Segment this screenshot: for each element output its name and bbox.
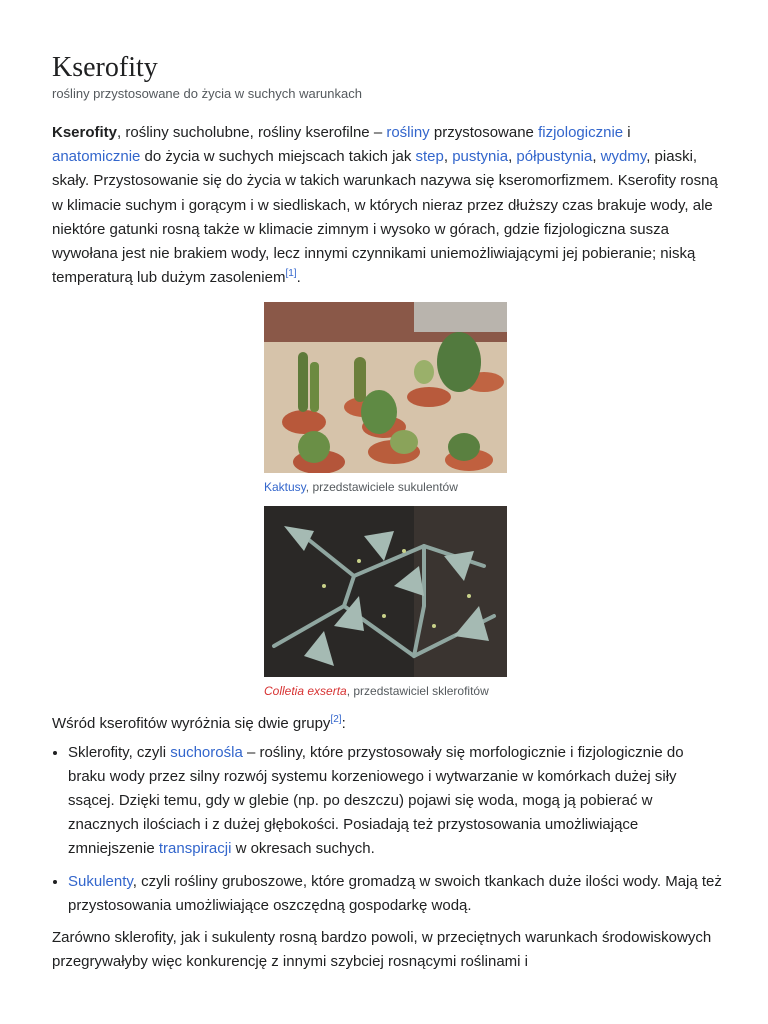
link-anatomicznie[interactable]: anatomicznie [52, 148, 141, 166]
colletia-photo[interactable] [264, 506, 507, 677]
intro-text: , rośliny sucholubne, rośliny kserofilne – [117, 124, 387, 141]
figure-caption [264, 479, 722, 495]
link-rosliny[interactable]: rośliny [386, 124, 430, 141]
link-fizjologicznie[interactable]: fizjologicznie [538, 124, 624, 141]
intro-text: przystosowane [429, 124, 539, 141]
groups-text: Wśród kserofitów wyróżnia się dwie grupy [52, 715, 331, 733]
link-suchorosla[interactable]: suchorośla [170, 743, 243, 761]
groups-paragraph [52, 712, 722, 736]
link-polpustynia[interactable]: półpustynia [516, 148, 593, 166]
reference-1[interactable]: [1] [285, 268, 297, 280]
groups-list [52, 741, 722, 918]
list-item-sukulenty [68, 870, 722, 918]
groups-end: : [341, 715, 346, 733]
intro-text: do życia w suchych miejscach takich jak [140, 148, 416, 166]
cacti-photo[interactable] [264, 302, 507, 473]
intro-end: . [296, 269, 301, 287]
figure-colletia [52, 506, 722, 699]
list-item-sklerofity [68, 741, 722, 862]
link-pustynia[interactable]: pustynia [452, 148, 509, 166]
page-subtitle: rośliny przystosowane do życia w suchych warunkach [52, 86, 362, 101]
intro-text: , piaski, skały. Przystosowanie się do życia w takich warunkach nazywa się kseromorfizmem. Kserofity rosną w klimacie suchym i gorącym i w siedliskach, w których nieraz przez dłuższy czas brakuje wody, ale niektóre gatunki rosną także w klimacie zimnym i wysoko w górach, gdzie fizjologiczna susza wywołana jest nie brakiem wody, lecz innymi czynnikami uniemożliwiającymi jej pobieranie; niską temperaturą lub dużym zasoleniem [52, 148, 718, 287]
link-kaktusy[interactable]: Kaktusy [264, 480, 306, 495]
item-text: , czyli rośliny gruboszowe, które gromadzą w swoich tkankach duże ilości wody. Mają też przystosowania umożliwiające oszczędną gospodarkę wodą. [68, 872, 722, 914]
link-wydmy[interactable]: wydmy [600, 148, 647, 166]
figure-cacti [52, 302, 722, 495]
separator: , [592, 148, 601, 166]
caption-text: , przedstawiciele sukulentów [305, 480, 458, 495]
page-title: Kserofity [52, 52, 158, 83]
closing-paragraph: Zarówno sklerofity, jak i sukulenty rosną bardzo powoli, w przeciętnych warunkach środowiskowych przegrywałyby więc konkurencję z innymi szybciej rosnącymi roślinami i [52, 929, 712, 971]
item-text: w okresach suchych. [231, 840, 375, 858]
link-colletia-exserta[interactable]: Colletia exserta [264, 684, 347, 699]
intro-text: i [623, 124, 631, 141]
caption-text: , przedstawiciel sklerofitów [346, 684, 489, 699]
intro-paragraph [52, 121, 722, 290]
term-bold: Kserofity [52, 124, 118, 141]
figure-caption [264, 683, 722, 699]
article-body [52, 121, 722, 974]
link-sukulenty[interactable]: Sukulenty [68, 872, 133, 890]
item-text: Sklerofity, czyli [68, 743, 171, 761]
separator: , [443, 148, 453, 166]
reference-2[interactable]: [2] [330, 714, 342, 726]
item-text: – rośliny, które przystosowały się morfologicznie i fizjologicznie do braku wody przez silny rozwój systemu korzeniowego i wytwarzanie w komórkach dużej siły ssącej. Dzięki temu, gdy w glebie (np. po deszczu) pojawi się woda, mogą ją pobierać w znacznych ilościach i z dużej głębokości. Posiadają też przystosowania umożliwiające zmniejszenie [68, 743, 684, 858]
separator: , [508, 148, 517, 166]
link-step[interactable]: step [415, 148, 444, 166]
link-transpiracji[interactable]: transpiracji [158, 840, 232, 858]
